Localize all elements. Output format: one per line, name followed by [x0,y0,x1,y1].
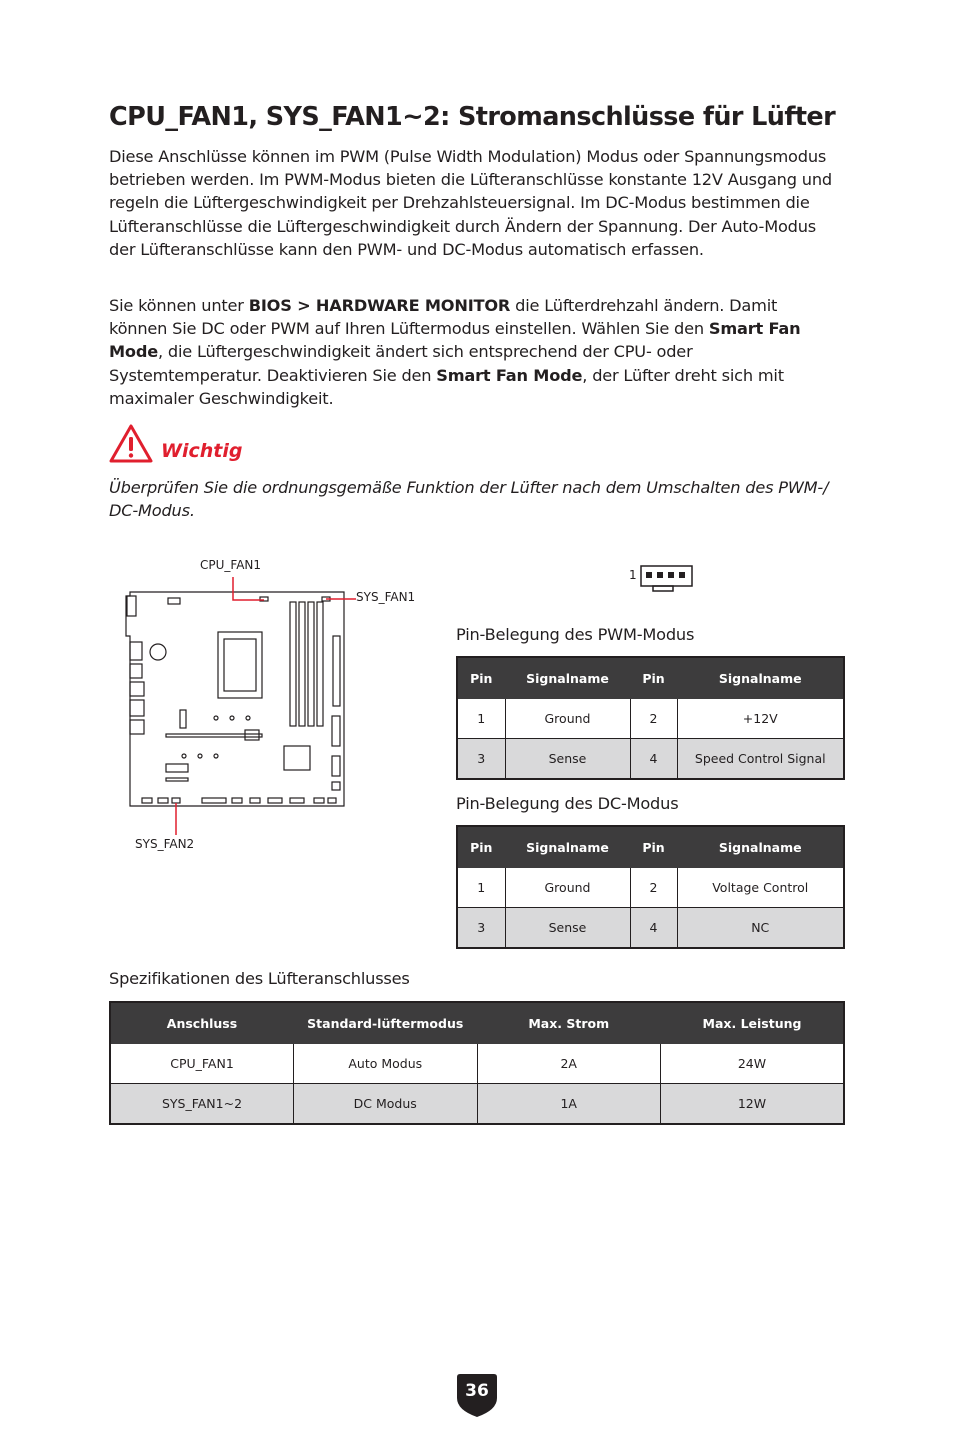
fan-connector-icon [640,565,694,593]
cpu-fan1-callout [233,577,264,600]
sys-fan2-label: SYS_FAN2 [135,837,195,851]
table-row: 3 Sense 4 Speed Control Signal [457,739,844,780]
smart-fan-mode-term: Smart Fan Mode [109,319,801,362]
table-row: 1 Ground 2 +12V [457,699,844,739]
table-header: Pin [457,657,505,699]
important-text: Überprüfen Sie die ordnungsgemäße Funktion der Lüfter nach dem Umschalten des PWM-/ DC-Modus. [109,478,829,521]
dc-table-title: Pin-Belegung des DC-Modus [456,794,679,813]
bios-paragraph: Sie können unter BIOS > HARDWARE MONITOR die Lüfterdrehzahl ändern. Damit können Sie DC oder PWM auf Ihren Lüftermodus einstellen. Wählen Sie den Smart Fan Mode, die Lüftergeschwindigkeit ändert sich entsprechend der CPU- oder Systemtemperatur. Deaktivieren Sie den Smart Fan Mode, der Lüfter dreht sich mit maximaler Geschwindigkeit. [109,296,801,408]
table-header: Max. Leistung [661,1002,845,1044]
table-row: 3 Sense 4 NC [457,908,844,949]
spec-table [109,1001,845,1125]
pwm-pin-table [456,656,845,780]
table-row: 1 Ground 2 Voltage Control [457,868,844,908]
cpu-fan1-label: CPU_FAN1 [200,558,262,572]
table-header: Anschluss [110,1002,294,1044]
sys-fan1-label: SYS_FAN1 [356,590,416,604]
table-header: Signalname [505,826,630,868]
warning-icon [109,424,153,464]
table-header: Pin [457,826,505,868]
page-title: CPU_FAN1, SYS_FAN1~2: Stromanschlüsse für Lüfter [109,102,836,132]
pwm-table-title: Pin-Belegung des PWM-Modus [456,625,695,644]
table-row: CPU_FAN1 Auto Modus 2A 24W [110,1044,844,1084]
table-header: Standard-lüftermodus [294,1002,478,1044]
table-header: Signalname [505,657,630,699]
table-header: Max. Strom [477,1002,661,1044]
table-header: Pin [630,826,677,868]
spec-table-title: Spezifikationen des Lüfteranschlusses [109,969,410,988]
table-header: Signalname [677,826,844,868]
table-row: SYS_FAN1~2 DC Modus 1A 12W [110,1084,844,1125]
important-title: Wichtig [161,440,243,462]
dc-pin-table [456,825,845,949]
intro-paragraph: Diese Anschlüsse können im PWM (Pulse Width Modulation) Modus oder Spannungsmodus betrieben werden. Im PWM-Modus bieten die Lüfteranschlüsse konstante 12V Ausgang und regeln die Lüftergeschwindigkeit per Drehzahlsteuersignal. Im DC-Modus bestimmen die Lüfteranschlüsse die Lüftergeschwindigkeit durch Ändern der Spannung. Der Auto-Modus der Lüfteranschlüsse kann den PWM- und DC-Modus automatisch erfassen. [109,147,832,259]
table-header: Signalname [677,657,844,699]
page-number: 36 [465,1381,489,1401]
table-header: Pin [630,657,677,699]
bios-menu-path: BIOS > HARDWARE MONITOR [248,296,511,315]
smart-fan-mode-term: Smart Fan Mode [436,365,583,385]
pin-one-marker: 1 [629,568,637,582]
